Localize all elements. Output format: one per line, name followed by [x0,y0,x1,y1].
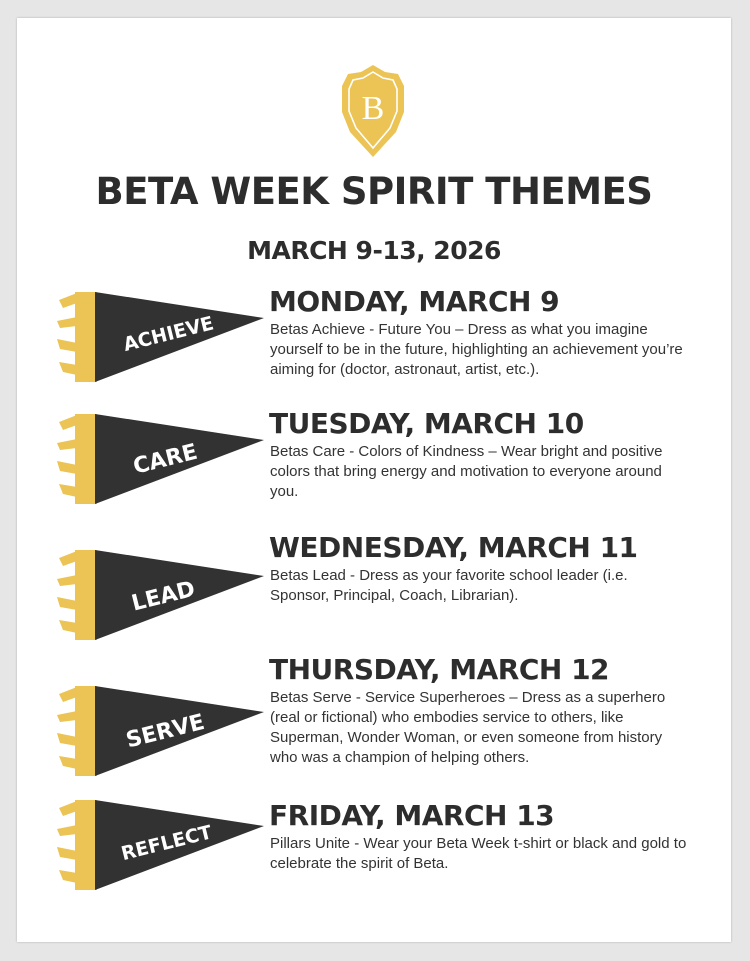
day-description-wednesday: Betas Lead - Dress as your favorite school leader (i.e. Sponsor, Principal, Coach, Librarian). [270,567,628,604]
beta-crest-logo [338,62,408,160]
pennant-label: CARE [130,439,201,480]
flyer-page [17,18,731,942]
day-description-tuesday: Betas Care - Colors of Kindness – Wear bright and positive colors that bring energy and motivation to everyone around you. [270,443,663,500]
day-heading-thursday: THURSDAY, MARCH 12 [269,653,610,686]
lead-pennant [55,536,267,646]
pennant-label: SERVE [123,709,208,754]
day-description-friday: Pillars Unite - Wear your Beta Week t-shirt or black and gold to celebrate the spirit of Beta. [270,835,687,872]
pennant-label: ACHIEVE [121,312,216,357]
care-pennant [55,400,267,510]
day-heading-friday: FRIDAY, MARCH 13 [269,799,555,832]
day-description-thursday: Betas Serve - Service Superheroes – Dress as a superhero (real or fictional) who embodies service to others, like Superman, Wonder Woman, or even someone from history who was a champion of helping others. [270,689,666,766]
day-description-monday: Betas Achieve - Future You – Dress as what you imagine yourself to be in the future, highlighting an achievement you’re aiming for (doctor, astronaut, artist, etc.). [270,321,683,378]
achieve-pennant [55,278,267,388]
day-heading-wednesday: WEDNESDAY, MARCH 11 [269,531,638,564]
pennant-label: LEAD [129,576,198,617]
day-heading-tuesday: TUESDAY, MARCH 10 [269,407,584,440]
reflect-pennant [55,786,267,896]
event-dates: MARCH 9-13, 2026 [247,236,501,265]
page-title: BETA WEEK SPIRIT THEMES [95,170,653,213]
logo-letter: B [361,90,385,127]
serve-pennant [55,672,267,782]
pennant-label: REFLECT [118,821,215,866]
day-heading-monday: MONDAY, MARCH 9 [269,285,560,318]
